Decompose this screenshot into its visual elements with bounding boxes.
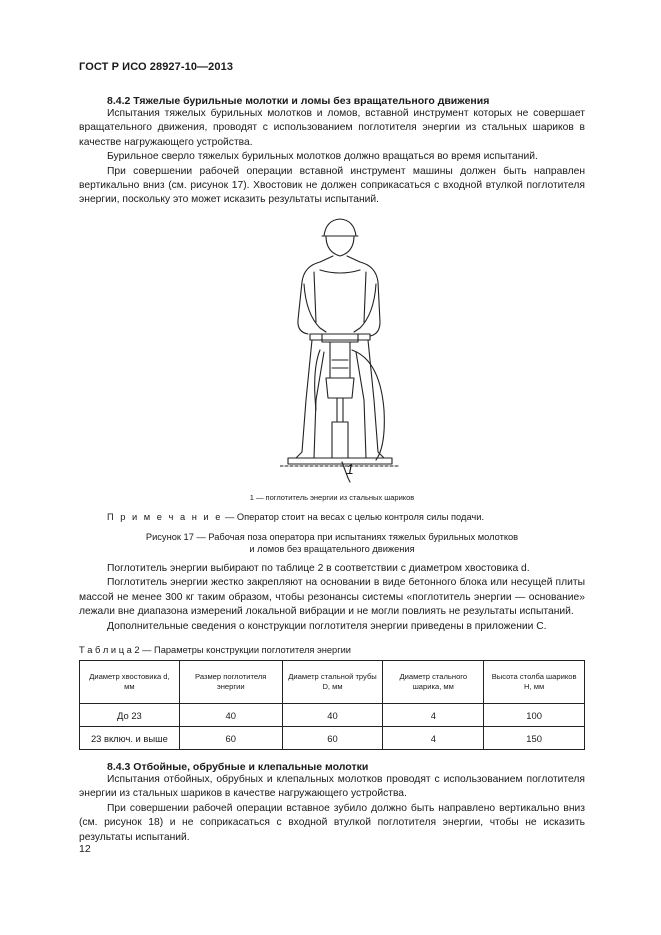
table-header-cell: Диаметр стальной трубы D, мм — [282, 661, 383, 704]
paragraph-text: Поглотитель энергии жестко закрепляют на основании в виде бетонного блока или несущей плиты массой не менее 300 кг таким образом, чтобы резонансы системы «поглотитель энергии — основание» лежали вне диапазона измерений локальной вибрации и не могли повлиять не результаты испытаний. — [79, 577, 585, 618]
paragraph — [79, 802, 585, 845]
figure-caption-line: Рисунок 17 — Рабочая поза оператора при испытаниях тяжелых бурильных молотков — [145, 532, 519, 542]
paragraph-text: Дополнительные сведения о конструкции поглотителя энергии приведены в приложении С. — [107, 620, 547, 632]
section-843-title: 8.4.3 Отбойные, обрубные и клепальные молотки — [107, 761, 369, 773]
paragraph — [79, 576, 585, 619]
section-842-body — [79, 107, 585, 208]
paragraph — [79, 107, 585, 150]
section-842-continued — [79, 562, 585, 634]
table-cell: 23 включ. и выше — [80, 727, 180, 750]
paragraph — [79, 562, 585, 576]
figure-caption — [79, 531, 585, 555]
figure-caption-line: и ломов без вращательного движения — [249, 544, 415, 554]
operator-torso — [298, 256, 380, 336]
paragraph — [79, 773, 585, 802]
paragraph — [79, 165, 585, 208]
table-header-cell: Размер поглотителя энергии — [179, 661, 282, 704]
table-title: — Параметры конструкции поглотителя энергии — [139, 645, 352, 655]
paragraph-text: При совершении рабочей операции вставной инструмент машины должен быть направлен вертикально вниз (см. рисунок 17). Хвостовик не должен соприкасаться с входной втулкой поглотителя энергии, поскольку это может исказить результаты испытаний. — [79, 165, 585, 206]
note-label: П р и м е ч а н и е — [107, 512, 223, 522]
document-header: ГОСТ Р ИСО 28927-10—2013 — [79, 61, 234, 73]
table-header-cell: Диаметр хвостовика d, мм — [80, 661, 180, 704]
paragraph-text: Поглотитель энергии выбирают по таблице 2 в соответствии с диаметром хвостовика d. — [107, 563, 530, 574]
table-row — [80, 727, 585, 750]
table-header-row — [80, 661, 585, 704]
table-label: Т а б л и ц а 2 — [79, 645, 140, 655]
figure-17-illustration — [280, 210, 400, 488]
paragraph-text: При совершении рабочей операции вставное зубило должно быть направлено вертикально вниз (см. рисунок 18) и не соприкасаться с входной втулкой поглотителя энергии, чтобы не исказить результаты испытаний. — [79, 802, 585, 843]
table-cell: 60 — [179, 727, 282, 750]
figure-legend: 1 — поглотитель энергии из стальных шариков — [249, 493, 415, 502]
page-number: 12 — [79, 843, 91, 855]
table-cell: 60 — [282, 727, 383, 750]
paragraph — [79, 620, 585, 634]
paragraph — [79, 150, 585, 164]
tool-shank — [337, 398, 343, 422]
table-cell: 150 — [484, 727, 585, 750]
table-cell: 100 — [484, 704, 585, 727]
hammer-handle — [322, 334, 358, 342]
table-cell: 40 — [282, 704, 383, 727]
table-cell: 4 — [383, 727, 484, 750]
energy-absorber — [332, 422, 348, 458]
paragraph-text: Испытания отбойных, обрубных и клепальных молотков проводят с использованием поглотителя энергии из стальных шариков в качестве нагружающего устройства. — [79, 774, 585, 800]
note-text: — Оператор стоит на весах с целью контроля силы подачи. — [222, 512, 485, 522]
table-cell: 4 — [383, 704, 484, 727]
section-843-body — [79, 773, 585, 845]
operator-helmet — [324, 219, 356, 236]
air-hose — [352, 350, 384, 460]
paragraph-text: Испытания тяжелых бурильных молотков и ломов, вставной инструмент которых не совершает вращательного движения, проводят с использованием поглотителя энергии из стальных шариков в качестве нагружающего устройства. — [79, 108, 585, 148]
table-row — [80, 704, 585, 727]
section-842-title: 8.4.2 Тяжелые бурильные молотки и ломы без вращательного движения — [107, 95, 490, 107]
paragraph-text: Бурильное сверло тяжелых бурильных молотков должно вращаться во время испытаний. — [107, 151, 538, 163]
table-cell: 40 — [179, 704, 282, 727]
table-caption — [79, 645, 351, 655]
table-header-cell: Диаметр стального шарика, мм — [383, 661, 484, 704]
figure-callout-number: 1 — [346, 461, 354, 477]
table-cell: До 23 — [80, 704, 180, 727]
parameters-table — [79, 660, 585, 750]
operator-legs — [296, 340, 324, 458]
figure-note — [107, 512, 484, 522]
table-header-cell: Высота столба шариков H, мм — [484, 661, 585, 704]
operator-head — [326, 236, 354, 256]
